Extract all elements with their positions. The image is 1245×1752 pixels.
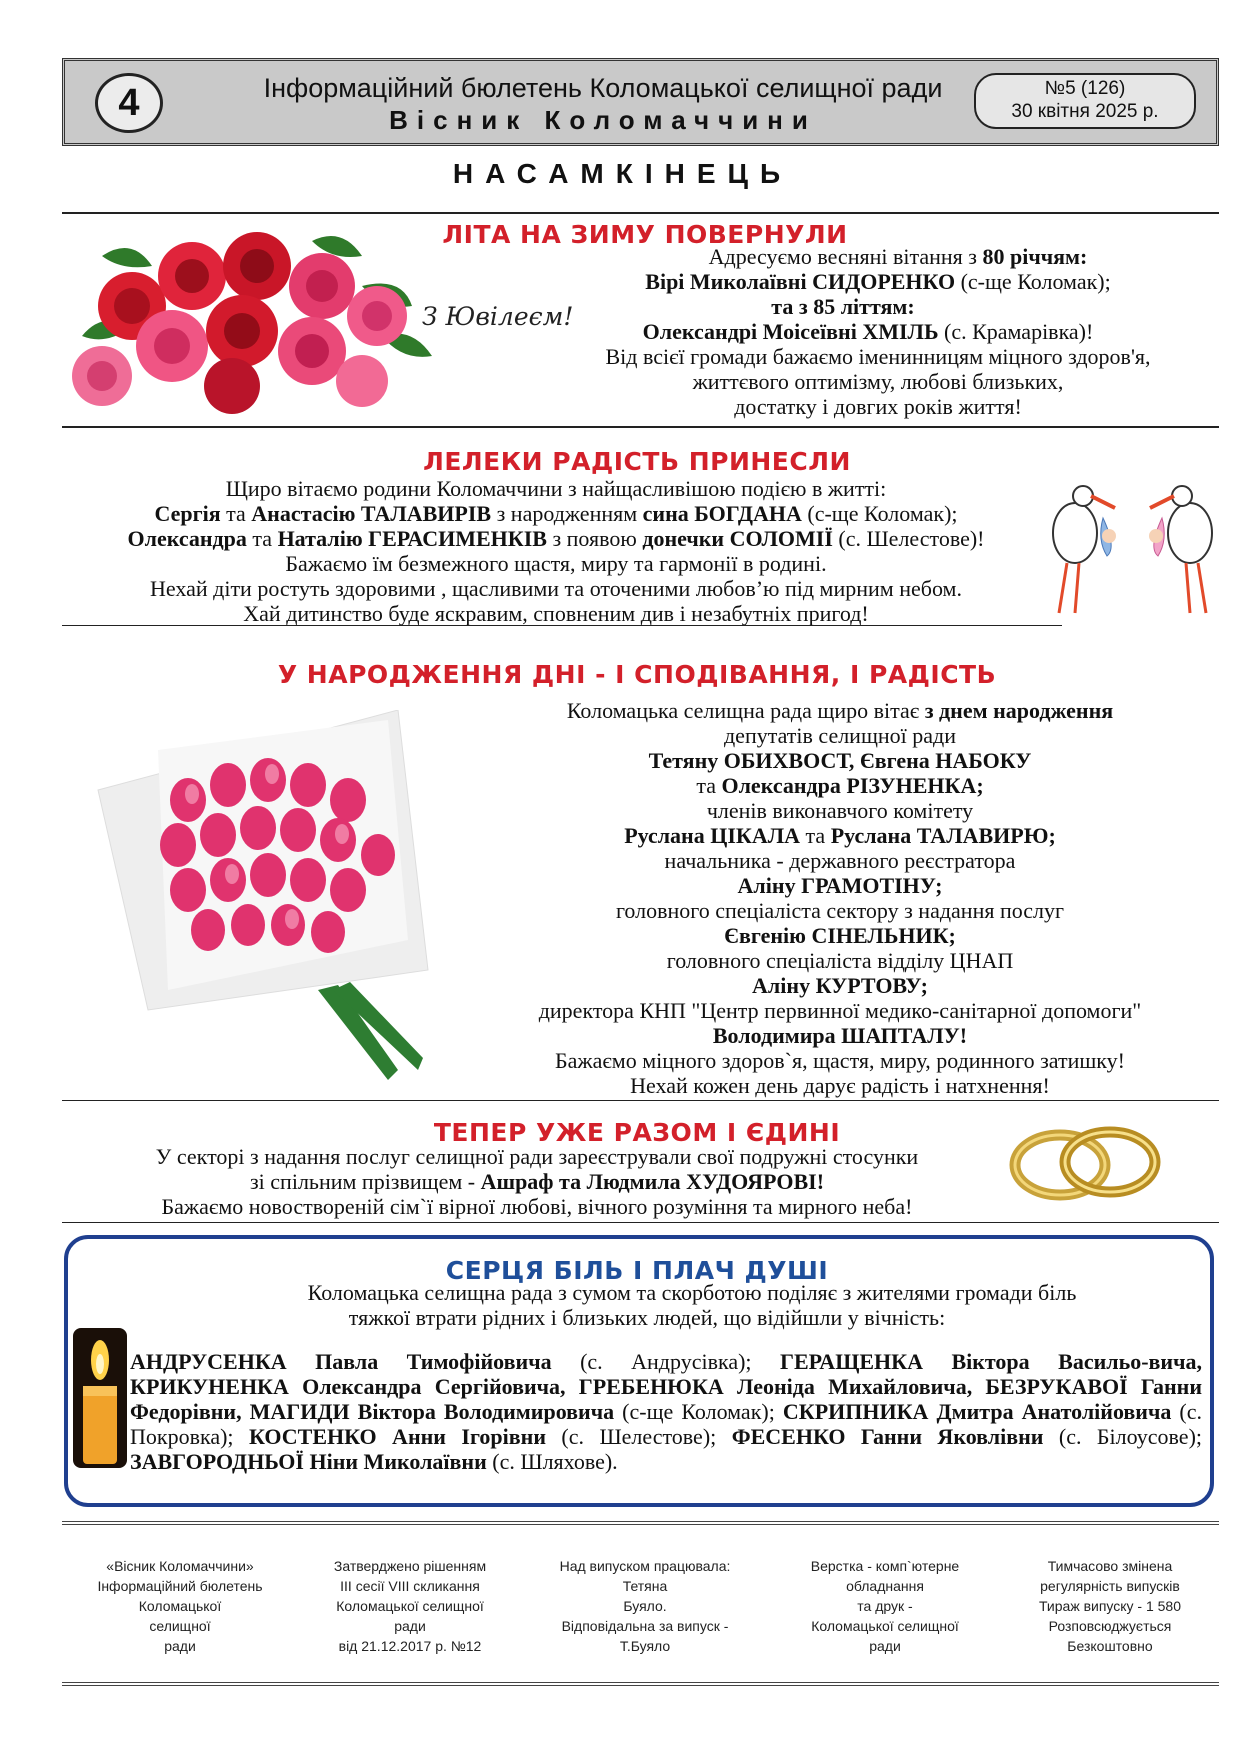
issue-date: 30 квітня 2025 р. [1011, 101, 1159, 122]
text: Інформаційний бюлетень [97, 1578, 263, 1594]
text: (с-ще Коломак); [955, 269, 1111, 294]
text: головного спеціаліста відділу ЦНАП [666, 948, 1014, 973]
name: Руслана ТАЛАВИРЮ; [830, 823, 1056, 848]
footer-col-5 [1010, 1556, 1210, 1656]
name: Олександрі Моісеївні ХМІЛЬ [642, 319, 939, 344]
name: КОСТЕНКО Анни Ігорівни [248, 1424, 546, 1449]
name: Ашраф та Людмила ХУДОЯРОВІ! [480, 1169, 825, 1194]
condolence-title: СЕРЦЯ БІЛЬ І ПЛАЧ ДУШІ [445, 1256, 829, 1285]
text: та [220, 501, 252, 526]
footer-col-1 [75, 1556, 285, 1656]
text: Від всієї громади бажаємо іменинницям міцного здоров'я, [605, 344, 1151, 369]
text: членів виконавчого комітету [706, 798, 974, 823]
name: СКРИПНИКА Дмитра Анатолійовича [782, 1399, 1172, 1424]
text: 80 річчям: [982, 244, 1088, 269]
issue-badge [974, 73, 1196, 129]
text: начальника - державного реєстратора [664, 848, 1016, 873]
storks-title: ЛЕЛЕКИ РАДІСТЬ ПРИНЕСЛИ [423, 447, 851, 476]
page-number: 4 [95, 73, 163, 133]
text: директора КНП "Центр первинної медико-санітарної допомоги" [538, 998, 1142, 1023]
text: життєвого оптимізму, любові близьких, [692, 369, 1064, 394]
wedding-text [62, 1144, 1012, 1219]
name: ФЕСЕНКО Ганни Яковлівни [731, 1424, 1044, 1449]
jubilee-script-caption: З Ювілеєм! [422, 302, 574, 331]
text: ради [394, 1618, 426, 1634]
text: Верстка - комп`ютерне [810, 1558, 960, 1574]
text: Бажаємо міцного здоров`я, щастя, миру, родинного затишку! [555, 1048, 1125, 1073]
condolence-names [130, 1349, 1202, 1474]
text: (с. Білоусове); [1043, 1424, 1203, 1449]
name: Євгенію СІНЕЛЬНИК; [724, 923, 956, 948]
text: Коломацької селищної [336, 1598, 484, 1614]
text: «Вісник Коломаччини» [106, 1558, 254, 1574]
name: АНДРУСЕНКА Павла Тимофійовича [130, 1349, 552, 1374]
name: Аліну ГРАМОТІНУ; [737, 873, 943, 898]
text: (с. Покровка); [130, 1399, 1202, 1449]
text: Над випуском працювала: [559, 1558, 731, 1574]
text: регулярність випусків [1040, 1578, 1180, 1594]
text: Коломацька селищна рада щиро вітає [566, 698, 925, 723]
text: Хай дитинство буде яскравим, сповненим див і незабутніх пригод! [243, 601, 869, 626]
divider [62, 426, 1219, 428]
text: Коломацької селищної [811, 1618, 959, 1634]
text: Коломацької [138, 1598, 222, 1614]
text: Адресуємо весняні вітання з [708, 244, 983, 269]
text: (с-ще Коломак); [801, 501, 958, 526]
text: (с. Шелестове); [546, 1424, 732, 1449]
text: Щиро вітаємо родини Коломаччини з найщасливішою подією в житті: [225, 476, 887, 501]
text: та друк - [857, 1598, 913, 1614]
divider [62, 1222, 1219, 1223]
storks-image [1045, 478, 1220, 618]
text: Бажаємо новоствореній сім`ї вірної любові, вічного розуміння та мирного неба! [161, 1194, 913, 1219]
text: від 21.12.2017 р. №12 [338, 1638, 482, 1654]
birthday-title: У НАРОДЖЕННЯ ДНІ - І СПОДІВАННЯ, І РАДІСТЬ [277, 660, 997, 689]
candle-image [73, 1328, 127, 1468]
name: Тетяну ОБИХВОСТ, Євгена НАБОКУ [648, 748, 1032, 773]
newspaper-name: Вісник Коломаччини [389, 105, 817, 135]
text: Бажаємо їм безмежного щастя, миру та гармонії в родині. [285, 551, 827, 576]
name: Олександра РІЗУНЕНКА; [721, 773, 984, 798]
text: Відповідальна за випуск - [561, 1618, 729, 1634]
name: ГЕРАЩЕНКА Віктора Васильо-вича, КРИКУНЕНКА Олександра Сергійовича, ГРЕБЕНЮКА Леоніда Михайловича, БЕЗРУКАВОЇ Ганни Федорівни, МАГИДИ Віктора Володимировича [130, 1349, 1203, 1424]
divider [62, 1100, 1219, 1101]
text: та з 85 літтям: [771, 294, 915, 319]
name: ЗАВГОРОДНЬОЇ Ніни Миколаївни [130, 1449, 487, 1474]
text: селищної [149, 1618, 211, 1634]
text: з днем народження [924, 698, 1114, 723]
text: зі спільним прізвищем - [249, 1169, 481, 1194]
text: Нехай діти ростуть здоровими , щасливими та оточеними любов’ю під мирним небом. [150, 576, 962, 601]
text: (с. Крамарівка)! [938, 319, 1094, 344]
jubilee-title: ЛІТА НА ЗИМУ ПОВЕРНУЛИ [442, 220, 848, 249]
text: обладнання [846, 1578, 924, 1594]
name: Наталію ГЕРАСИМЕНКІВ [277, 526, 547, 551]
text: Т.Буяло [619, 1638, 671, 1654]
birthday-text [470, 698, 1210, 1098]
divider [62, 212, 1219, 214]
name: Руслана ЦІКАЛА [624, 823, 801, 848]
tulips-image [88, 710, 448, 1090]
text: головного спеціаліста сектору з надання послуг [615, 898, 1065, 923]
name: Аліну КУРТОВУ; [752, 973, 928, 998]
text: та [696, 773, 722, 798]
text: ІІІ сесії VIII скликання [340, 1578, 480, 1594]
name: сина БОГДАНА [642, 501, 802, 526]
name: Анастасію ТАЛАВИРІВ [251, 501, 492, 526]
storks-text [62, 476, 1050, 626]
text: Безкоштовно [1067, 1638, 1153, 1654]
text: Тираж випуску - 1 580 [1038, 1598, 1182, 1614]
text: з народженням [491, 501, 643, 526]
masthead [62, 58, 1219, 146]
text: ради [869, 1638, 901, 1654]
text: Затверджено рішенням [333, 1558, 487, 1574]
text: У секторі з надання послуг селищної ради зареєстрували свої подружні стосунки [155, 1144, 919, 1169]
text: Тимчасово змінена [1047, 1558, 1173, 1574]
name: Олександра [127, 526, 247, 551]
jubilee-text [548, 244, 1208, 419]
name: Сергія [154, 501, 221, 526]
footer-top-rule [62, 1521, 1219, 1525]
name: Вірі Миколаївні СИДОРЕНКО [645, 269, 956, 294]
footer-col-2 [305, 1556, 515, 1656]
text: Тетяна [622, 1578, 668, 1594]
text: тяжкої втрати рідних і близьких людей, що відійшли у вічність: [348, 1305, 946, 1330]
text: Нехай кожен день дарує радість і натхнення! [630, 1073, 1050, 1098]
footer-bottom-rule [62, 1682, 1219, 1686]
text: Буяло. [623, 1598, 667, 1614]
bulletin-line: Інформаційний бюлетень Коломацької селищної ради [263, 73, 943, 103]
text: та [246, 526, 278, 551]
text: з появою [546, 526, 643, 551]
text: (с. Шляхове). [486, 1449, 618, 1474]
text: депутатів селищної ради [723, 723, 957, 748]
divider [62, 625, 1062, 626]
text: ради [164, 1638, 196, 1654]
text: (с. Андрусівка); [551, 1349, 781, 1374]
condolence-intro [62, 1280, 1212, 1330]
name: донечки СОЛОМІЇ [642, 526, 833, 551]
name: Володимира ШАПТАЛУ! [712, 1023, 968, 1048]
footer-col-3 [535, 1556, 755, 1656]
text: (с-ще Коломак); [614, 1399, 783, 1424]
text: (с. Шелестове)! [832, 526, 985, 551]
footer-col-4 [775, 1556, 995, 1656]
text: достатку і довгих років життя! [734, 394, 1022, 419]
section-heading: НАСАМКІНЕЦЬ [452, 158, 793, 189]
issue-number: №5 (126) [1044, 78, 1126, 99]
text: Розповсюджується [1048, 1618, 1172, 1634]
text: Коломацька селищна рада з сумом та скорботою поділяє з жителями громади біль [307, 1280, 1077, 1305]
wedding-rings-image [995, 1110, 1175, 1215]
text: та [800, 823, 831, 848]
wedding-title: ТЕПЕР УЖЕ РАЗОМ І ЄДИНІ [433, 1118, 841, 1147]
